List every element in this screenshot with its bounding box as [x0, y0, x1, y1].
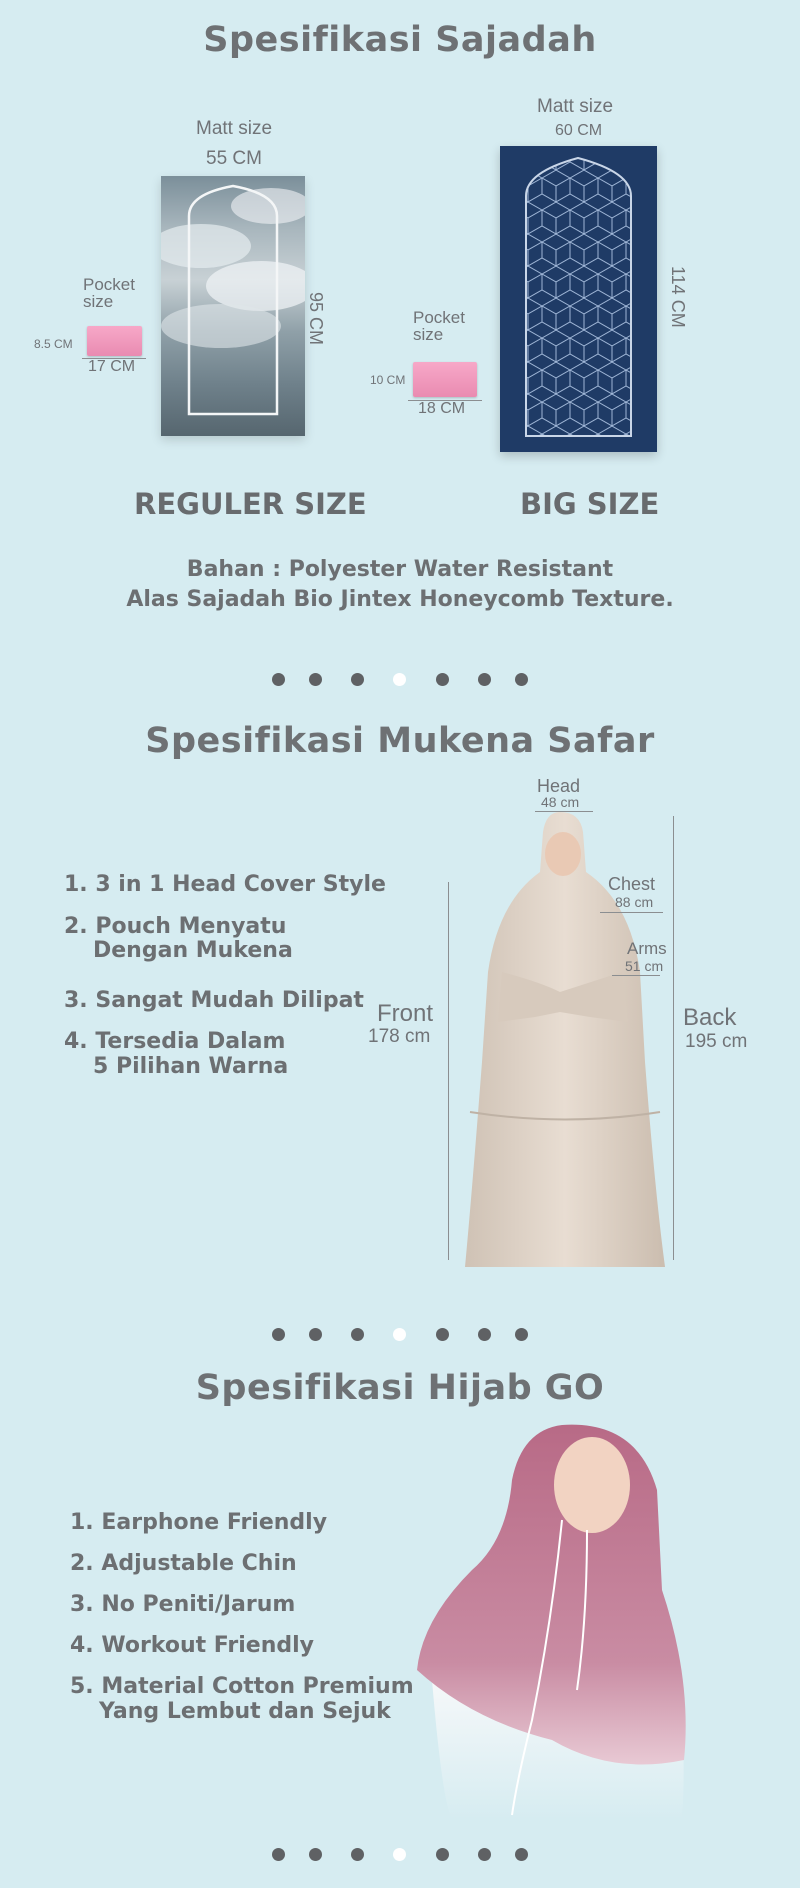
head-value: 48 cm [541, 794, 580, 810]
sajadah-title: Spesifikasi Sajadah [203, 20, 597, 60]
pagination-dot[interactable] [272, 673, 285, 686]
big-pocket-label-line1: Pocket [413, 308, 465, 327]
pagination-dot[interactable] [351, 673, 364, 686]
mat-arch-icon [161, 176, 305, 436]
back-label: Back [683, 1004, 737, 1031]
big-matt-label: Matt size [537, 96, 614, 117]
pagination-dot[interactable] [272, 1328, 285, 1341]
material-line-1: Bahan : Polyester Water Resistant [186, 557, 614, 582]
head-measure-line [535, 811, 593, 812]
regular-pocket [87, 326, 142, 356]
mukena-feature-list [64, 872, 394, 1092]
big-pocket-width: 18 CM [418, 400, 466, 417]
mukena-title: Spesifikasi Mukena Safar [145, 721, 655, 761]
regular-prayer-mat [161, 176, 305, 436]
material-line-2: Alas Sajadah Bio Jintex Honeycomb Texture. [126, 587, 674, 612]
arms-measure-line [612, 975, 660, 976]
front-value: 178 cm [368, 1026, 431, 1047]
head-label: Head [537, 776, 581, 796]
pagination-dot[interactable] [309, 1848, 322, 1861]
hijab-feature-5: 5. Material Cotton Premium [70, 1674, 414, 1699]
pagination-dot[interactable] [309, 1328, 322, 1341]
chest-label: Chest [608, 874, 656, 894]
arms-value: 51 cm [625, 958, 664, 974]
pagination-dot[interactable] [351, 1328, 364, 1341]
pagination-dot[interactable] [309, 673, 322, 686]
hijab-feature-1: 1. Earphone Friendly [70, 1510, 328, 1535]
regular-matt-label: Matt size [196, 118, 273, 139]
hijab-product-image [412, 1420, 697, 1820]
hijab-feature-4: 4. Workout Friendly [70, 1633, 315, 1658]
chest-value: 88 cm [615, 894, 654, 910]
back-value: 195 cm [685, 1031, 748, 1052]
regular-height: 95 CM [306, 292, 326, 346]
chest-measure-line [600, 912, 663, 913]
pagination-dot[interactable] [436, 673, 449, 686]
regular-pocket-label-line2: size [83, 292, 114, 311]
pagination-dot[interactable] [478, 673, 491, 686]
back-measure-line [673, 816, 674, 1260]
hijab-feature-3: 3. No Peniti/Jarum [70, 1592, 296, 1617]
pagination-dot[interactable] [351, 1848, 364, 1861]
pagination-dot[interactable] [272, 1848, 285, 1861]
hijab-feature-list [70, 1510, 414, 1730]
arms-label: Arms [627, 939, 667, 958]
pagination-dot-active[interactable] [393, 673, 406, 686]
hijab-feature-2: 2. Adjustable Chin [70, 1551, 297, 1576]
front-label: Front [377, 1000, 434, 1027]
hijab-title: Spesifikasi Hijab GO [195, 1368, 605, 1408]
regular-pocket-width: 17 CM [88, 358, 136, 375]
regular-pocket-label-line1: Pocket [83, 275, 135, 294]
pagination-dot[interactable] [436, 1328, 449, 1341]
big-size-caption: BIG SIZE [520, 487, 660, 521]
front-measure-line [448, 882, 449, 1260]
mukena-feature-2-line2: Dengan Mukena [93, 938, 293, 963]
mukena-feature-1: 1. 3 in 1 Head Cover Style [64, 872, 386, 897]
big-pocket-label [413, 309, 465, 343]
pagination-dot[interactable] [436, 1848, 449, 1861]
pagination-dot[interactable] [478, 1328, 491, 1341]
mat-honeycomb-pattern-icon [500, 146, 657, 452]
pagination-dots [0, 673, 800, 687]
pagination-dots [0, 1848, 800, 1862]
mukena-feature-3: 3. Sangat Mudah Dilipat [64, 988, 364, 1013]
pagination-dots [0, 1328, 800, 1342]
big-pocket-height: 10 CM [370, 373, 406, 387]
mukena-feature-2: 2. Pouch Menyatu [64, 914, 287, 939]
pagination-dot[interactable] [515, 673, 528, 686]
regular-pocket-height: 8.5 CM [34, 337, 73, 351]
pagination-dot-active[interactable] [393, 1848, 406, 1861]
pagination-dot[interactable] [515, 1328, 528, 1341]
big-width: 60 CM [555, 122, 603, 139]
pagination-dot-active[interactable] [393, 1328, 406, 1341]
hijab-model-icon [412, 1420, 697, 1820]
material-text [0, 555, 800, 615]
big-height: 114 CM [668, 266, 688, 328]
pagination-dot[interactable] [478, 1848, 491, 1861]
mukena-feature-4-line2: 5 Pilihan Warna [93, 1054, 289, 1079]
regular-pocket-label [83, 276, 135, 310]
big-pocket [413, 362, 477, 397]
hijab-feature-5-line2: Yang Lembut dan Sejuk [99, 1699, 391, 1724]
pagination-dot[interactable] [515, 1848, 528, 1861]
regular-width: 55 CM [206, 148, 262, 169]
big-pocket-label-line2: size [413, 325, 444, 344]
big-prayer-mat [500, 146, 657, 452]
mukena-feature-4: 4. Tersedia Dalam [64, 1029, 286, 1054]
regular-size-caption: REGULER SIZE [134, 487, 367, 521]
